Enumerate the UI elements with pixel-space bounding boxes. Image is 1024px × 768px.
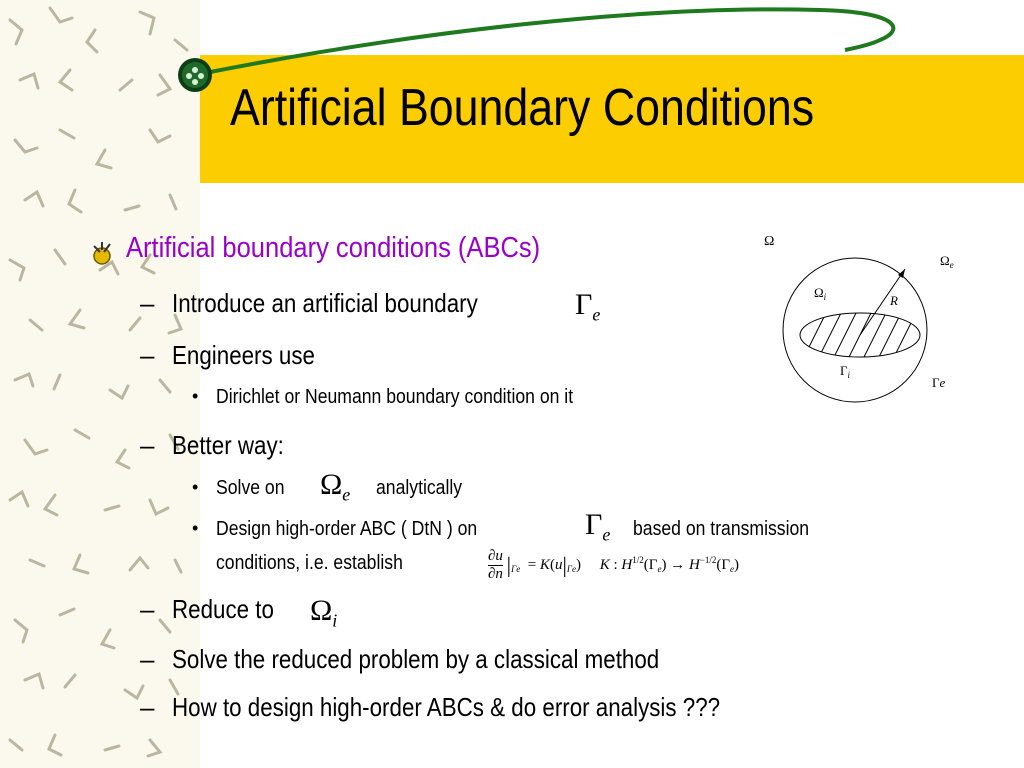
dash-marker: –	[140, 340, 155, 370]
item5-text: Solve the reduced problem by a classical method	[172, 644, 660, 674]
radius-arrow	[860, 269, 905, 335]
dot-marker: •	[192, 518, 199, 538]
omega-e-symbol: $\Omega_e$	[320, 468, 351, 505]
dtn-equation: $\frac{\partial u}{\partial n}$ $|_{\Gamma e} = K(u|_{\Gamma e})$ K : $H^{1/2}(\Gamma_e) \to H^{-1/2}(\Gamma_e)$	[488, 548, 740, 582]
item3-sub2-line1-a: Design high-order ABC ( DtN ) on	[216, 518, 478, 540]
dash-marker: –	[140, 288, 155, 318]
domain-diagram	[740, 225, 980, 425]
item6-text: How to design high-order ABCs & do error analysis ???	[172, 692, 721, 722]
item3-sub2-line1-b: based on transmission	[633, 518, 810, 540]
radius-label: R	[890, 293, 898, 308]
slide-title: Artificial Boundary Conditions	[230, 79, 815, 137]
gamma-e-symbol: $\Gamma_e$	[585, 508, 611, 545]
dash-marker: –	[140, 594, 155, 624]
omega-e-label: $\Omega_e$	[940, 253, 954, 270]
item3-sub1-b: analytically	[376, 477, 463, 499]
omega-i-label: $\Omega_i$	[814, 285, 827, 302]
gamma-e-symbol: $\Gamma_e$	[575, 288, 601, 325]
dash-marker: –	[140, 692, 155, 722]
dot-marker: •	[192, 386, 199, 406]
item3-sub1-a: Solve on	[216, 477, 285, 499]
gamma-e-label: Γe	[932, 375, 946, 390]
bullet-icon	[90, 240, 118, 268]
omega-label: Ω	[764, 234, 775, 249]
item1-text: Introduce an artificial boundary	[172, 288, 478, 318]
dash-marker: –	[140, 644, 155, 674]
gamma-i-label: $\Gamma_i$	[840, 363, 851, 380]
item3-text: Better way:	[172, 430, 284, 460]
item2-text: Engineers use	[172, 340, 315, 370]
omega-i-symbol: $\Omega_i$	[310, 594, 338, 631]
item3-sub2-line2: conditions, i.e. establish	[216, 552, 403, 574]
item4-text: Reduce to	[172, 594, 274, 624]
dash-marker: –	[140, 430, 155, 460]
item2-sub1-text: Dirichlet or Neumann boundary condition on it	[216, 386, 574, 408]
dot-marker: •	[192, 477, 199, 497]
outer-circle	[783, 258, 927, 402]
main-bullet-text: Artificial boundary conditions (ABCs)	[126, 232, 541, 264]
